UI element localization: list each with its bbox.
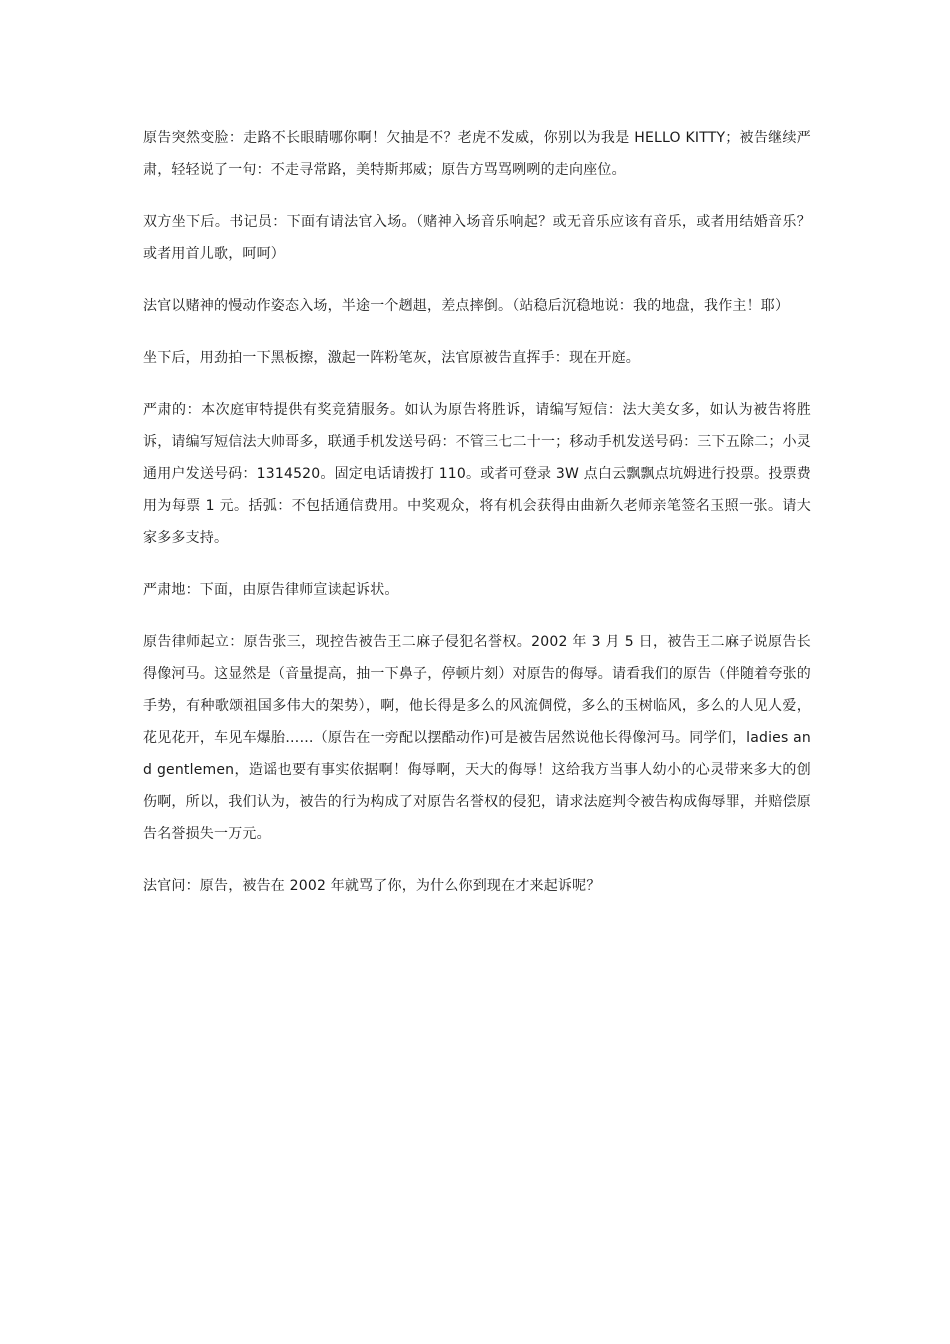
paragraph: 法官问：原告，被告在 2002 年就骂了你，为什么你到现在才来起诉呢？ (143, 878, 601, 894)
paragraph: 原告突然变脸：走路不长眼睛哪你啊！欠抽是不？老虎不发威，你别以为我是 HELLO KITTY；被告继续严肃，轻轻说了一句：不走寻常路，美特斯邦威；原告方骂骂咧咧的走向座位。 (143, 130, 811, 178)
paragraph: 坐下后，用劲拍一下黑板擦，激起一阵粉笔灰，法官原被告直挥手：现在开庭。 (143, 350, 640, 366)
paragraph: 法官以赌神的慢动作姿态入场，半途一个趔趄，差点摔倒。（站稳后沉稳地说：我的地盘，我作主！耶） (143, 298, 790, 314)
paragraph: 严肃地：下面，由原告律师宣读起诉状。 (143, 582, 399, 598)
document-body (143, 122, 811, 922)
paragraph: 严肃的：本次庭审特提供有奖竞猜服务。如认为原告将胜诉，请编写短信：法大美女多，如认为被告将胜诉，请编写短信法大帅哥多，联通手机发送号码：不管三七二十一；移动手机发送号码：三下五除二；小灵通用户发送号码：1314520。固定电话请拨打 110。或者可登录 3W 点白云飘飘点坑姆进行投票。投票费用为每票 1 元。括弧：不包括通信费用。中奖观众，将有机会获得由曲新久老师亲笔签名玉照一张。请大家多多支持。 (143, 402, 811, 546)
paragraph: 双方坐下后。书记员：下面有请法官入场。（赌神入场音乐响起？或无音乐应该有音乐，或者用结婚音乐？或者用首儿歌，呵呵） (143, 214, 811, 262)
paragraph: 原告律师起立：原告张三，现控告被告王二麻子侵犯名誉权。2002 年 3 月 5 日，被告王二麻子说原告长得像河马。这显然是（音量提高，抽一下鼻子，停顿片刻）对原告的侮辱。请看我们的原告（伴随着夸张的手势，有种歌颂祖国多伟大的架势），啊，他长得是多么的风流倜傥，多么的玉树临风，多么的人见人爱，花见花开，车见车爆胎……（原告在一旁配以摆酷动作)可是被告居然说他长得像河马。同学们，ladies and gentlemen，造谣也要有事实依据啊！侮辱啊，天大的侮辱！这给我方当事人幼小的心灵带来多大的创伤啊，所以，我们认为，被告的行为构成了对原告名誉权的侵犯，请求法庭判令被告构成侮辱罪，并赔偿原告名誉损失一万元。 (143, 634, 811, 842)
